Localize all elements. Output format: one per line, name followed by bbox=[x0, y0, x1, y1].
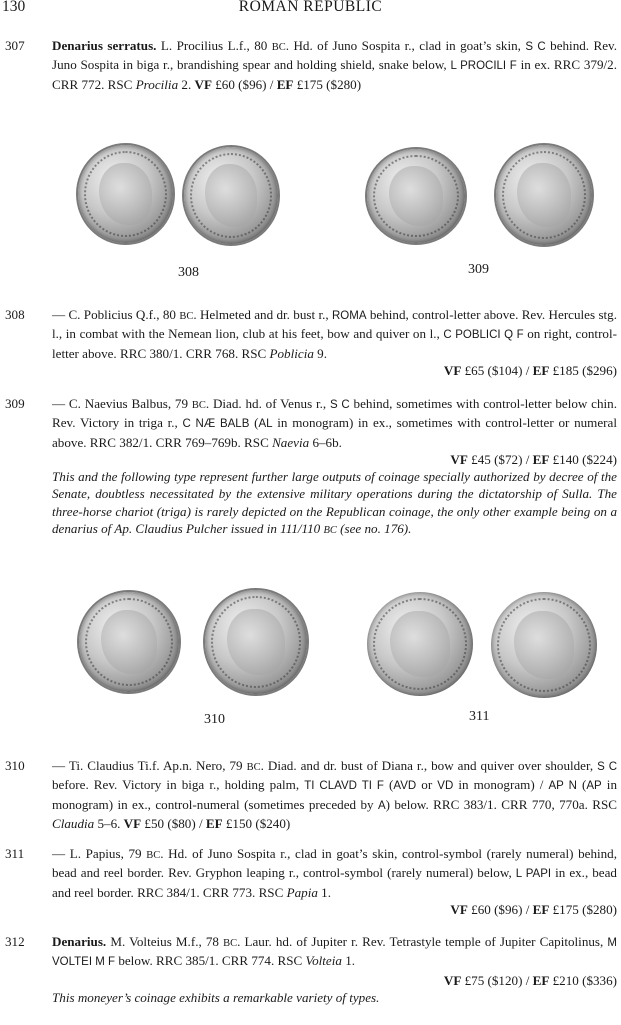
coin-image-311-reverse bbox=[491, 592, 597, 698]
legend-text: AP N bbox=[548, 780, 577, 793]
reference-name: Claudia bbox=[52, 815, 95, 831]
era-label: BC bbox=[271, 42, 286, 53]
reference-name: Papia bbox=[286, 884, 318, 900]
figure-caption: 309 bbox=[468, 262, 489, 277]
desc-text: . Laur. hd. of Jupiter r. Rev. Tetrastyle temple of Jupiter Capitolinus, bbox=[237, 934, 608, 949]
desc-text: on right, control-letter above. RRC 380/1. CRR 768. RSC bbox=[52, 326, 617, 361]
desc-text: before. Rev. Victory in biga r., holding palm, bbox=[52, 777, 305, 793]
legend-text: AL bbox=[258, 418, 273, 431]
legend-text: S C bbox=[330, 399, 350, 411]
price-ef: £185 ($296) bbox=[549, 362, 617, 378]
reference-name: Procilia bbox=[135, 76, 179, 92]
coin-image-308-reverse bbox=[184, 147, 278, 244]
desc-text: . Diad. hd. of Venus r., bbox=[205, 396, 330, 411]
desc-text: ) below. RRC 383/1. CRR 770, 770a. RSC bbox=[385, 796, 617, 812]
desc-text: . Hd. of Juno Sospita r., clad in goat’s skin, bbox=[285, 38, 526, 53]
desc-text: behind. Rev. Juno Sospita in biga r., brandishing spear and holding shield, snake below, bbox=[52, 38, 618, 73]
catalogue-entry-312 bbox=[2, 933, 617, 1006]
desc-text: behind, control-letter above. Rev. Hercules stg. l., in combat with the Nemean lion, club at his feet, bow and quiver on l., bbox=[52, 307, 617, 342]
era-label: BC bbox=[323, 525, 337, 537]
desc-text: 6–6b. bbox=[309, 434, 342, 450]
desc-text: in ex., bead and reel border. RRC 384/1. CRR 773. RSC bbox=[52, 865, 617, 900]
price-ef: £150 ($240) bbox=[222, 815, 291, 831]
entry-description bbox=[52, 37, 617, 93]
desc-text: M. Volteius M.f., 78 bbox=[106, 934, 224, 949]
entry-number: 310 bbox=[5, 758, 25, 773]
desc-text: . Hd. of Juno Sospita r., clad in goat’s skin, control-symbol (rarely numeral) behind, bead and reel border. Rev. Gryphon leaping r., control-symbol (rarely numeral) below, bbox=[52, 846, 617, 881]
note-text: (see no. 176). bbox=[336, 521, 412, 537]
entry-description bbox=[52, 933, 617, 972]
desc-text: 1. bbox=[341, 953, 356, 969]
legend-text: S C bbox=[597, 761, 618, 773]
entry-description bbox=[52, 757, 617, 832]
figure-caption: 308 bbox=[178, 265, 199, 280]
price-ef: £140 ($224) bbox=[549, 451, 617, 467]
price-vf: £45 ($72) / bbox=[467, 451, 533, 467]
grade-ef: EF bbox=[205, 815, 223, 831]
reference-name: Volteia bbox=[305, 953, 342, 969]
note-text: This moneyer’s coinage exhibits a remarkable variety of types. bbox=[52, 989, 380, 1005]
desc-text: 5–6. bbox=[94, 815, 124, 831]
desc-text: in monogram) / bbox=[453, 777, 549, 793]
editorial-note bbox=[52, 468, 617, 539]
entry-description bbox=[52, 845, 617, 901]
grade-vf: VF bbox=[450, 451, 468, 467]
desc-text: or bbox=[416, 777, 438, 793]
desc-text: in monogram) in ex., sometimes with control-letter or numeral above. RRC 382/1. CRR 769–769b. RSC bbox=[52, 415, 617, 450]
entry-number: 308 bbox=[5, 307, 25, 322]
desc-text: . Helmeted and dr. bust r., bbox=[193, 307, 332, 322]
desc-text: ( bbox=[383, 777, 394, 793]
legend-text: AVD bbox=[393, 780, 417, 793]
desc-text: — L. Papius, 79 bbox=[52, 846, 147, 861]
grade-vf: VF bbox=[450, 901, 468, 917]
desc-text: — C. Naevius Balbus, 79 bbox=[52, 396, 192, 411]
price-vf: £60 ($96) / bbox=[211, 76, 277, 92]
desc-text: L. Procilius L.f., 80 bbox=[156, 38, 272, 53]
entry-number: 309 bbox=[5, 396, 25, 411]
price-line bbox=[2, 901, 617, 918]
grade-vf: VF bbox=[123, 815, 142, 831]
reference-name: Naevia bbox=[272, 434, 310, 450]
coin-image-308-obverse bbox=[78, 145, 173, 243]
coin-image-311-obverse bbox=[367, 592, 473, 696]
legend-text: VD bbox=[437, 780, 454, 793]
catalogue-entry-307 bbox=[2, 37, 617, 93]
catalogue-entry-311 bbox=[2, 845, 617, 918]
coin-photos-310-311 bbox=[0, 582, 621, 742]
coin-type: Denarius. bbox=[52, 934, 107, 949]
grade-vf: VF bbox=[194, 76, 212, 92]
coin-image-309-reverse bbox=[496, 145, 592, 245]
figure-caption: 311 bbox=[469, 709, 490, 724]
era-label: BC bbox=[146, 850, 161, 861]
price-line bbox=[2, 451, 617, 468]
price-line bbox=[2, 972, 617, 989]
legend-text: ROMA bbox=[332, 310, 367, 322]
note-text: This and the following type represent further large outputs of coinage specially authorized by decree of the Senate, doubtless necessitated by the extensive military operations during the dictatorship of Sulla. The three-horse chariot (triga) is rarely depicted on the Republican coinage, the only other example being on a denarius of Ap. Claudius Pulcher issued in 111/110 bbox=[52, 469, 617, 537]
grade-ef: EF bbox=[532, 451, 550, 467]
grade-ef: EF bbox=[276, 76, 294, 92]
desc-text: 1. bbox=[317, 884, 331, 900]
grade-vf: VF bbox=[443, 362, 462, 378]
coin-photos-308-309 bbox=[0, 135, 621, 295]
price-line bbox=[2, 362, 617, 379]
figure-caption: 310 bbox=[204, 712, 225, 727]
page-header bbox=[0, 0, 621, 20]
desc-text: — Ti. Claudius Ti.f. Ap.n. Nero, 79 bbox=[52, 758, 247, 773]
grade-ef: EF bbox=[532, 362, 550, 378]
price-ef: £175 ($280) bbox=[549, 901, 617, 917]
coin-image-310-obverse bbox=[79, 592, 179, 692]
catalogue-entry-310 bbox=[2, 757, 617, 832]
desc-text: behind, sometimes with control-letter below chin. Rev. Victory in triga r., bbox=[52, 396, 617, 431]
legend-text: M VOLTEI M F bbox=[52, 937, 617, 969]
coin-image-309-obverse bbox=[367, 149, 465, 243]
legend-text: S C bbox=[525, 41, 546, 53]
desc-text: below. RRC 385/1. CRR 774. RSC bbox=[115, 953, 306, 969]
coin-image-310-reverse bbox=[205, 590, 307, 694]
price-vf: £65 ($104) / bbox=[461, 362, 533, 378]
era-label: BC bbox=[223, 938, 238, 949]
coin-type: Denarius serratus. bbox=[52, 38, 157, 53]
legend-text: L PAPI bbox=[515, 868, 552, 881]
desc-text: ( bbox=[576, 777, 587, 793]
legend-text: L PROCILI F bbox=[450, 60, 517, 73]
legend-text: AP bbox=[586, 780, 602, 793]
legend-text: C POBLICI Q F bbox=[443, 329, 524, 342]
price-vf: £75 ($120) / bbox=[461, 972, 533, 988]
reference-name: Poblicia bbox=[269, 345, 314, 361]
entry-number: 312 bbox=[5, 934, 25, 949]
legend-text: TI CLAVD TI F bbox=[304, 780, 384, 793]
desc-text: in monogram) in ex., control-numeral (sometimes preceded by bbox=[52, 777, 617, 812]
entry-number: 307 bbox=[5, 38, 25, 53]
legend-text: C NÆ BALB bbox=[182, 418, 250, 431]
desc-text: 9. bbox=[313, 345, 327, 361]
legend-text: A bbox=[377, 799, 386, 812]
page-number: 130 bbox=[2, 0, 26, 15]
era-label: BC bbox=[191, 400, 206, 411]
desc-text: ( bbox=[249, 415, 259, 431]
era-label: BC bbox=[246, 762, 261, 773]
price-ef: £175 ($280) bbox=[293, 76, 362, 92]
entry-number: 311 bbox=[5, 846, 25, 861]
entry-description bbox=[52, 395, 617, 451]
grade-vf: VF bbox=[443, 972, 462, 988]
era-label: BC bbox=[179, 311, 194, 322]
grade-ef: EF bbox=[532, 901, 550, 917]
price-vf: £60 ($96) / bbox=[467, 901, 533, 917]
grade-ef: EF bbox=[532, 972, 550, 988]
desc-text: 2. bbox=[178, 76, 195, 92]
catalogue-entry-308 bbox=[2, 306, 617, 379]
desc-text: . Diad. and dr. bust of Diana r., bow and quiver over shoulder, bbox=[260, 758, 598, 773]
price-vf: £50 ($80) / bbox=[141, 815, 206, 831]
entry-description bbox=[52, 306, 617, 362]
desc-text: in ex. RRC 379/2. CRR 772. RSC bbox=[52, 57, 617, 92]
page-title: ROMAN REPUBLIC bbox=[238, 0, 383, 15]
editorial-note bbox=[52, 989, 617, 1006]
price-ef: £210 ($336) bbox=[549, 972, 617, 988]
desc-text: — C. Poblicius Q.f., 80 bbox=[52, 307, 180, 322]
catalogue-entry-309 bbox=[2, 395, 617, 539]
